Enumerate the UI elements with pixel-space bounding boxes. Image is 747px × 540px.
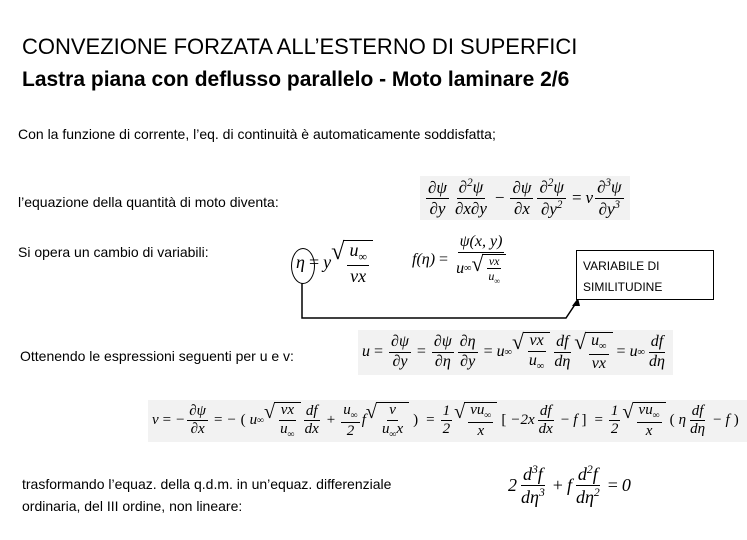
text-momentum: l’equazione della quantità di moto diventa:: [18, 194, 279, 210]
slide-title: CONVEZIONE FORZATA ALL’ESTERNO DI SUPERFICI: [22, 34, 578, 59]
callout-line1: VARIABILE DI: [583, 259, 660, 273]
eta-definition: η = y √ $\frac{u_\infty}{\nu x}$: [296, 240, 373, 286]
text-transform-line1: trasformando l’equaz. della q.d.m. in un’equaz. differenziale: [22, 476, 392, 492]
f-eta-definition: f(η) = ψ(x, y) u ∞ √ $\frac{\nu x}{u_\infty}$: [412, 234, 510, 286]
text-continuity: Con la funzione di corrente, l’eq. di continuità è automaticamente soddisfatta;: [18, 126, 496, 142]
slide-subtitle: Lastra piana con deflusso parallelo - Moto laminare 2/6: [22, 68, 570, 91]
similarity-variable-callout: [576, 250, 714, 300]
momentum-equation: $\frac{\partial\psi}{\partial y}$ $\frac{\partial^2\psi}{\partial x\partial y}$ − $\frac{\partial\psi}{\partial x}$ $\frac{\partial^2\psi}{\partial y^2}$ = ν $\frac{\partial^3\psi}{\partial y^3}$: [420, 176, 630, 220]
text-transform-line2: ordinaria, del III ordine, non lineare:: [22, 498, 243, 514]
blasius-equation: 2 $\frac{d^3f}{d\eta^3}$ + f $\frac{d^2f}{d\eta^2}$ = 0: [508, 463, 631, 507]
v-expression: v = − $\frac{\partial\psi}{\partial x}$ = − ( u ∞ √ $\frac{\nu x}{u_\infty}$ $\frac{df}{dx}$ + $\frac{u_\infty}{2}$ f √ $\frac{\nu}{u_\infty x}$ ) = $\frac{1}{2}$ √ $\frac{\nu u_\infty}{x}$ [ −2x $\frac{df}{dx}$ − f ] = $\frac{1}{2}$ √ $\frac{\nu u_\infty}{x}$ ( η $\frac{df}{d\eta}$ − f ): [148, 400, 747, 442]
text-change-of-variables: Si opera un cambio di variabili:: [18, 244, 209, 260]
text-obtaining: Ottenendo le espressioni seguenti per u e v:: [20, 348, 294, 364]
u-expression: u = $\frac{\partial\psi}{\partial y}$ = $\frac{\partial\psi}{\partial\eta}$ $\frac{\partial\eta}{\partial y}$ = u ∞ √ $\frac{\nu x}{u_\infty}$ $\frac{df}{d\eta}$ √ $\frac{u_\infty}{\nu x}$ = u ∞ $\frac{df}{d\eta}$: [358, 330, 673, 375]
callout-line2: SIMILITUDINE: [583, 280, 663, 294]
